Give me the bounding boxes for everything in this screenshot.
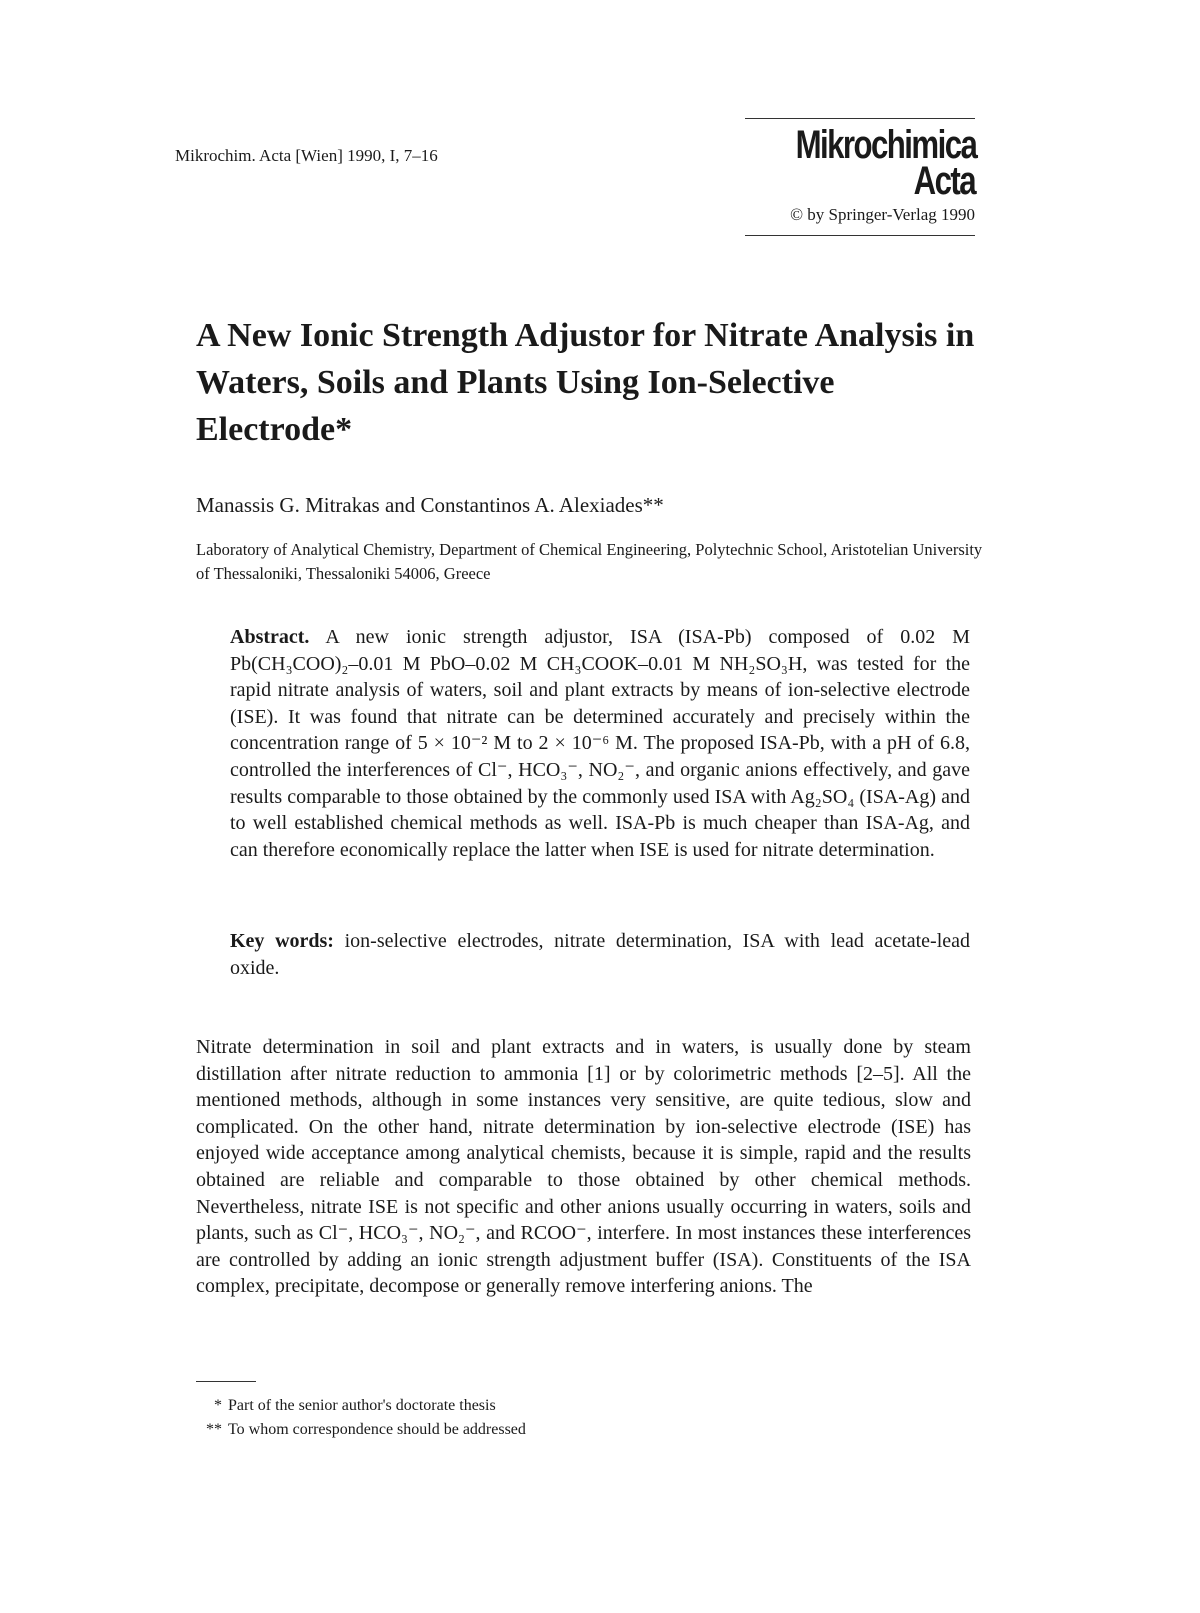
abstract-text: A new ionic strength adjustor, ISA (ISA-Pb) composed of 0.02 M Pb(CH₃COO)₂–0.01 M PbO–0.02 M CH₃COOK–0.01 M NH₂SO₃H, was tested for the rapid nitrate analysis of waters, soil and plant extracts by means of ion-selective electrode (ISE). It was found that nitrate can be determined accurately and precisely within the concentration range of 5 × 10⁻² M to 2 × 10⁻⁶ M. The proposed ISA-Pb, with a pH of 6.8, controlled the interferences of Cl⁻, HCO₃⁻, NO₂⁻, and organic anions effectively, and gave results comparable to those obtained by the commonly used ISA with Ag₂SO₄ (ISA-Ag) and to well established chemical methods as well. ISA-Pb is much cheaper than ISA-Ag, and can therefore economically replace the latter when ISE is used for nitrate determination. [230,626,970,861]
journal-citation: Mikrochim. Acta [Wien] 1990, I, 7–16 [175,146,438,165]
journal-masthead [745,118,975,236]
author-affiliation: Laboratory of Analytical Chemistry, Department of Chemical Engineering, Polytechnic School, Aristotelian University of Thessaloniki, Thessaloniki 54006, Greece [196,540,983,583]
keywords-label: Key words: [230,930,334,952]
author-list: Manassis G. Mitrakas and Constantinos A. Alexiades** [196,493,664,517]
body-paragraph: Nitrate determination in soil and plant extracts and in waters, is usually done by steam distillation after nitrate reduction to ammonia [1] or by colorimetric methods [2–5]. All the mentioned methods, although in some instances very sensitive, are quite tedious, slow and complicated. On the other hand, nitrate determination by ion-selective electrode (ISE) has enjoyed wide acceptance among analytical chemists, because it is simple, rapid and the results obtained are reliable and comparable to those obtained by other chemical methods. Nevertheless, nitrate ISE is not specific and other anions usually occurring in waters, soils and plants, such as Cl⁻, HCO₃⁻, NO₂⁻, and RCOO⁻, interfere. In most instances these interferences are controlled by adding an ionic strength adjustment buffer (ISA). Constituents of the ISA complex, precipitate, decompose or generally remove interfering anions. The [196,1036,971,1298]
paper-title: A New Ionic Strength Adjustor for Nitrate Analysis in Waters, Soils and Plants Using Ion-Selective Electrode* [196,317,975,448]
footnote-divider [196,1381,256,1382]
abstract [230,624,970,863]
journal-logo-line-1: Mikrochimica [795,123,977,167]
footnote-text: Part of the senior author's doctorate thesis [228,1397,496,1414]
footnote [200,1394,526,1418]
journal-logo [795,123,977,203]
footnotes [200,1394,526,1442]
abstract-label: Abstract. [230,626,310,648]
copyright-notice: © by Springer-Verlag 1990 [790,205,975,224]
keywords [230,928,970,982]
masthead-top-rule [745,118,975,119]
footnote-mark: ** [206,1421,222,1438]
keywords-text: ion-selective electrodes, nitrate determination, ISA with lead acetate-lead oxide. [230,930,971,979]
journal-logo-line-2: Acta [913,159,975,203]
masthead-bottom-rule [745,235,975,236]
footnote-mark: * [214,1397,222,1414]
footnote-text: To whom correspondence should be addressed [228,1421,526,1438]
footnote [200,1418,526,1442]
